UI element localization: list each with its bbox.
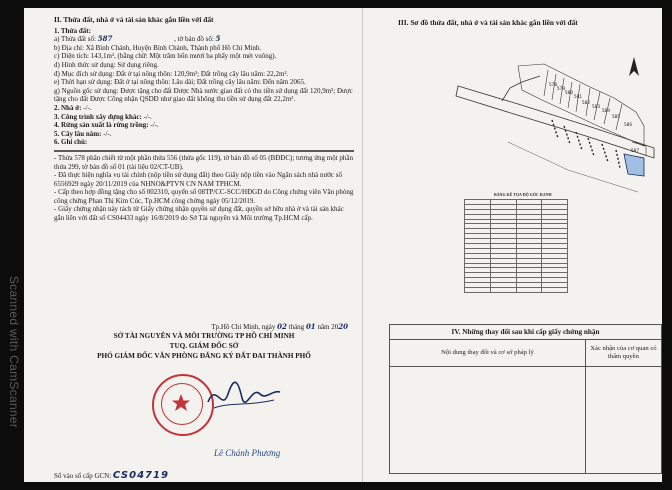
- signer-name: Lê Chánh Phương: [214, 448, 281, 458]
- parcel-label: 581: [574, 94, 582, 99]
- changes-confirm-cell: [585, 367, 661, 474]
- usage-purpose-label: đ) Mục đích sử dụng:: [54, 69, 115, 78]
- row-house: [54, 104, 354, 113]
- row-notes-label: [54, 138, 354, 147]
- notes-list: [54, 154, 354, 223]
- address-label: b) Địa chỉ:: [54, 43, 84, 52]
- row-area: [54, 52, 354, 61]
- date-month-prefix: tháng: [288, 323, 305, 331]
- row-usage-form: [54, 61, 354, 70]
- parcel-label: 579: [557, 86, 565, 91]
- row-parcel-no: [54, 35, 354, 44]
- usage-term-value: Đất ở tại nông thôn: Lâu dài; Đất trồng cây lâu năm: Đến năm 2065.: [114, 78, 306, 87]
- other-works-label: 3. Công trình xây dựng khác:: [54, 112, 142, 121]
- note-item: - Thửa 578 phân chiết từ một phần thửa 556 (thửa gốc 119), tờ bản đồ số 05 (BĐĐC); tương ứng một phần thửa 299, tờ bản đồ số 01 (tài liệu 02/CT-UB).: [54, 153, 354, 171]
- gcn-entry: [54, 470, 169, 481]
- certificate-page: [24, 8, 662, 482]
- changes-content-cell: [390, 367, 586, 474]
- date-year: 20: [338, 322, 348, 331]
- row-other-works: [54, 113, 354, 122]
- row-origin: [54, 87, 354, 104]
- changes-col-content: Nội dung thay đổi và cơ sở pháp lý: [390, 340, 586, 367]
- parcel-label: 587: [631, 148, 639, 153]
- note-item: - Cấp theo hợp đồng tặng cho số 002310, quyển số 08TP/CC-SCC/HĐGD do Công chứng viên Văn phòng công chứng Phan Thị Kim Cúc, Tp.HCM công chứng ngày 05/12/2019.: [54, 188, 354, 205]
- origin-label: g) Nguồn gốc sử dụng:: [54, 86, 119, 95]
- changes-title: IV. Những thay đổi sau khi cấp giấy chứng nhận: [390, 325, 662, 340]
- address-value: Xã Bình Chánh, Huyện Bình Chánh, Thành phố Hồ Chí Minh.: [85, 43, 262, 52]
- row-usage-purpose: [54, 70, 354, 79]
- other-works-value: -/-.: [143, 112, 152, 121]
- gcn-number: CS04719: [112, 470, 169, 481]
- section-title-diagram: III. Sơ đồ thửa đất, nhà ở và tài sản khác gắn liền với đất: [398, 18, 578, 27]
- parcel-no-label: a) Thửa đất số:: [54, 35, 96, 44]
- land-title: 1. Thửa đất:: [54, 26, 91, 35]
- gcn-label: Số vào sổ cấp GCN:: [54, 472, 112, 480]
- row-forest: [54, 121, 354, 130]
- date-month: 01: [305, 322, 316, 331]
- forest-value: -/-.: [150, 121, 159, 130]
- section-title-land: II. Thửa đất, nhà ở và tài sản khác gắn liền với đất: [54, 15, 214, 24]
- house-label: 2. Nhà ở:: [54, 103, 82, 112]
- signer-title: PHÓ GIÁM ĐỐC VĂN PHÒNG ĐĂNG KÝ ĐẤT ĐAI THÀNH PHỐ: [97, 352, 311, 360]
- org-name: SỞ TÀI NGUYÊN VÀ MÔI TRƯỜNG TP HỒ CHÍ MINH: [113, 332, 295, 340]
- parcel-no-value: 587: [97, 35, 113, 44]
- row-usage-term: [54, 78, 354, 87]
- notes-label: 6. Ghi chú:: [54, 138, 88, 147]
- parcel-label: 586: [624, 122, 632, 127]
- usage-form-label: d) Hình thức sử dụng:: [54, 60, 116, 69]
- row-address: [54, 44, 354, 53]
- coord-table-title: BẢNG KÊ TỌA ĐỘ GÓC RANH: [494, 192, 552, 197]
- signature-block: [54, 322, 354, 481]
- date-day: 02: [277, 322, 287, 331]
- date-prefix: Tp.Hồ Chí Minh, ngày: [211, 323, 276, 331]
- changes-table: [389, 324, 662, 474]
- north-arrow-icon: [627, 56, 641, 78]
- parcel-label: 582: [582, 100, 590, 105]
- area-value: 143,1m², (bằng chữ: Một trăm bốn mươi ba phẩy một mét vuông).: [90, 52, 277, 61]
- note-item: - Đã thực hiện nghĩa vụ tài chính (nộp tiền sử dụng đất) theo Giấy nộp tiền vào Ngân sách nhà nước số 6556929 ngày 20/11/2019 của NHNO&PTVN CN NAM TPHCM.: [54, 171, 343, 188]
- date-year-prefix: năm 20: [317, 323, 339, 331]
- perennial-value: -/-.: [103, 129, 112, 138]
- usage-term-label: e) Thời hạn sử dụng:: [54, 78, 113, 87]
- map-sheet-label: , tờ bản đồ số:: [174, 35, 214, 44]
- note-item: - Giấy chứng nhận này tách từ Giấy chứng nhận quyền sử dụng đất, quyền sở hữu nhà ở và tài sản khác gắn liền với đất số CS04433 ngày 16/8/2019 do Sở Tài nguyên và Môi trường Tp.HCM cấp.: [54, 205, 344, 223]
- usage-purpose-value: Đất ở tại nông thôn: 120,9m²; Đất trồng cây lâu năm: 22,2m².: [115, 69, 289, 78]
- changes-col-confirm: Xác nhận của cơ quan có thẩm quyền: [585, 340, 661, 367]
- coord-table: [464, 199, 568, 293]
- org-authorization: TUQ. GIÁM ĐỐC SỞ: [169, 342, 239, 350]
- perennial-label: 5. Cây lâu năm:: [54, 129, 102, 138]
- stamp-star-icon: [152, 374, 210, 432]
- row-perennial: [54, 130, 354, 139]
- house-value: -/-.: [83, 103, 92, 112]
- signature-icon: [204, 372, 284, 420]
- forest-label: 4. Rừng sản xuất là rừng trồng:: [54, 121, 149, 130]
- parcel-label: 583: [592, 104, 600, 109]
- divider-bar: [54, 150, 354, 152]
- parcel-label: 580: [565, 90, 573, 95]
- origin-value: Được tặng cho đất Được Nhà nước giao đất có thu tiền sử dụng đất 120,9m²; Được tặng cho đất Được Công nhận QSDĐ như giao đất không thu tiền sử dụng đất 22,2m².: [54, 86, 353, 104]
- area-label: c) Diện tích:: [54, 52, 89, 61]
- land-info-section: [54, 16, 354, 223]
- page-fold: [362, 8, 363, 482]
- parcel-label: 585: [612, 114, 620, 119]
- usage-form-value: Sử dụng riêng.: [117, 60, 159, 69]
- parcel-label: 584: [602, 108, 610, 113]
- parcel-label: 578: [549, 82, 557, 87]
- issue-date: [54, 322, 354, 331]
- map-sheet-value: 5: [215, 35, 221, 44]
- watermark: Scanned with CamScanner: [7, 275, 22, 429]
